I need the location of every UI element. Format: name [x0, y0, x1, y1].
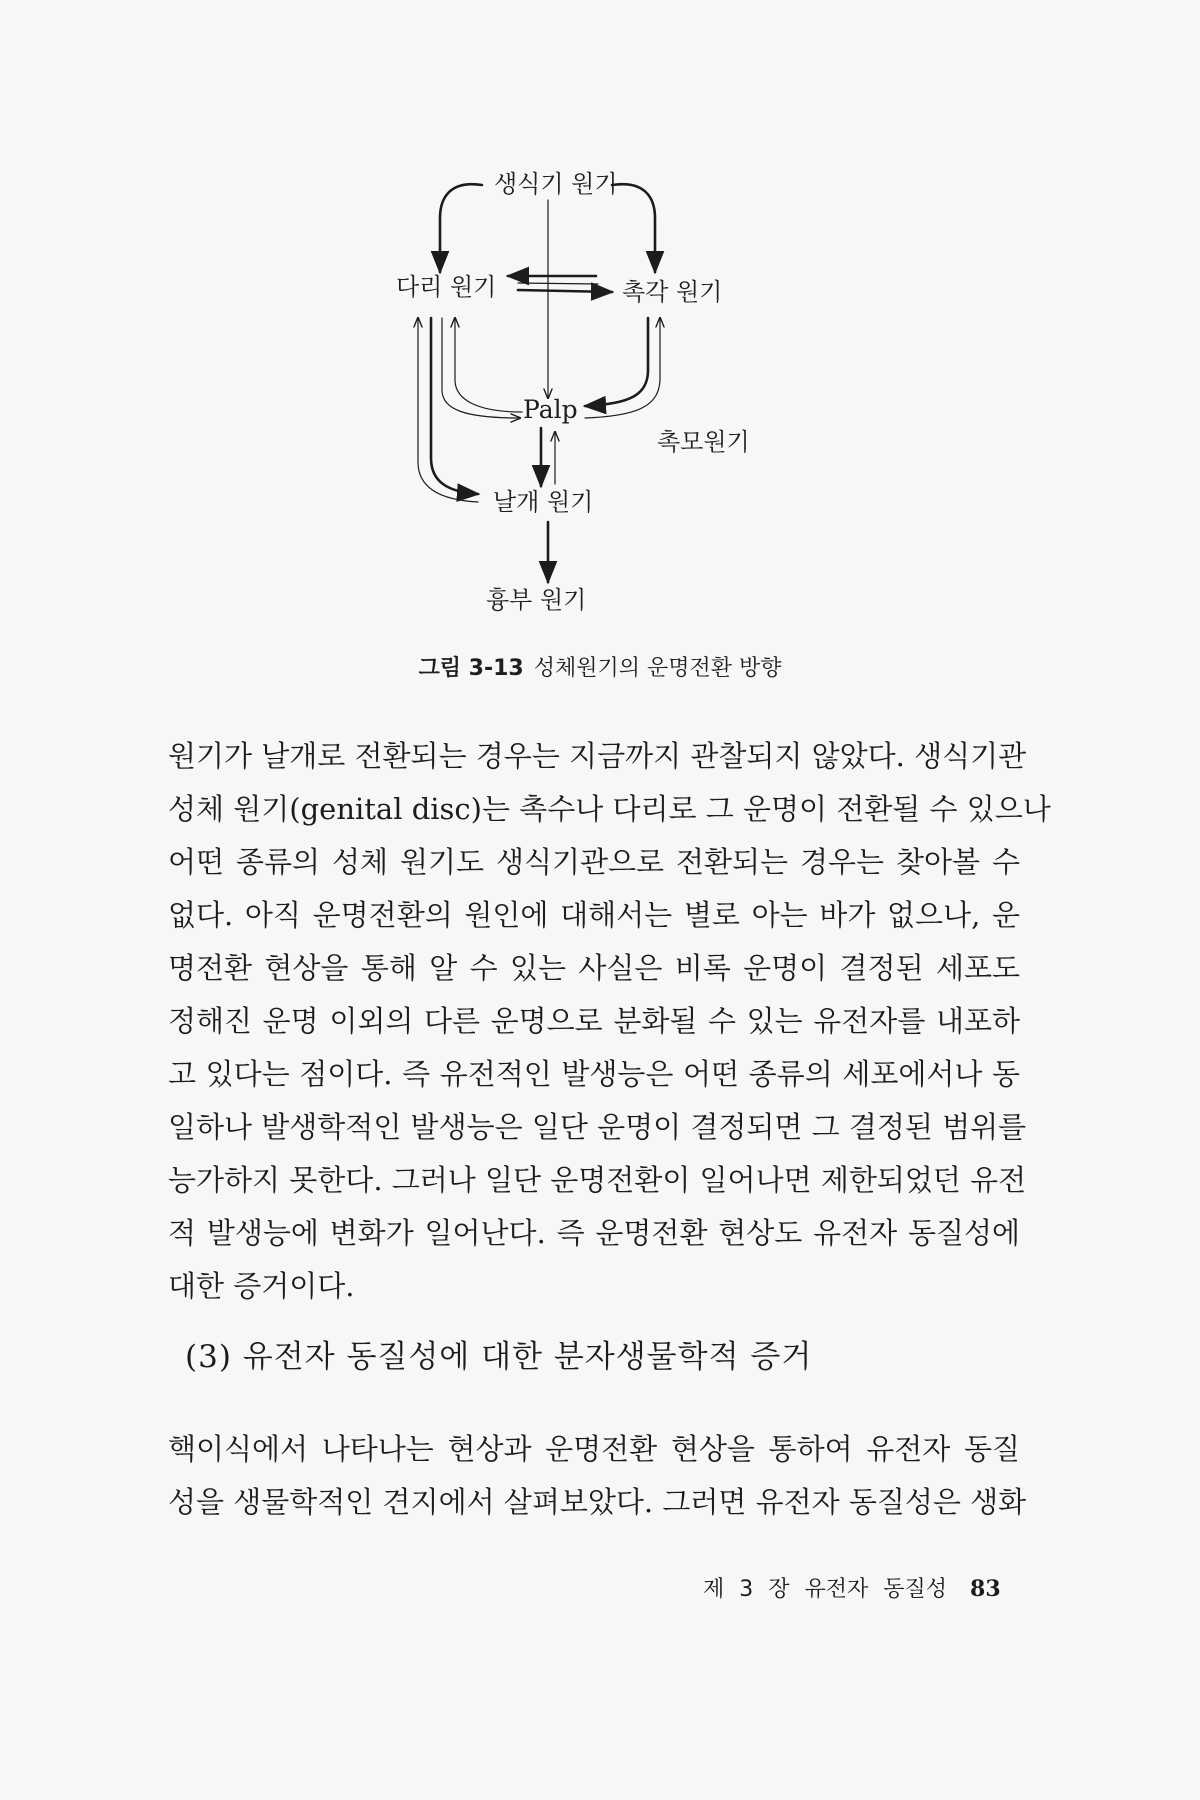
node-wing-disc: 날개 원기	[493, 488, 594, 516]
node-antenna-disc: 촉각 원기	[622, 278, 723, 306]
text-line: 능가하지 못한다. 그러나 일단 운명전환이 일어나면 제한되었던 유전	[168, 1163, 1027, 1197]
caption-number: 그림 3-13	[418, 656, 524, 681]
text-line: 대한 증거이다.	[168, 1269, 355, 1303]
page-footer	[703, 1572, 1001, 1603]
text-line: 일하나 발생학적인 발생능은 일단 운명이 결정되면 그 결정된 범위를	[168, 1110, 1027, 1144]
figure-caption	[0, 651, 1200, 682]
text-line: 없다. 아직 운명전환의 원인에 대해서는 별로 아는 바가 없으나, 운	[168, 898, 1020, 932]
figure-arrows	[0, 0, 1200, 640]
arrow-palp-to-leg	[455, 318, 522, 412]
arrow-genital-to-leg	[440, 184, 482, 272]
node-bristle-disc: 촉모원기	[657, 428, 750, 456]
paragraph-transdetermination	[168, 730, 1051, 1313]
node-leg-disc: 다리 원기	[396, 273, 497, 301]
paragraph-molecular-evidence	[168, 1423, 1027, 1529]
arrow-wing-to-leg	[418, 318, 478, 502]
text-line: 적 발생능에 변화가 일어난다. 즉 운명전환 현상도 유전자 동질성에	[168, 1216, 1020, 1250]
text-line: 고 있다는 점이다. 즉 유전적인 발생능은 어떤 종류의 세포에서나 동	[168, 1057, 1020, 1091]
text-line: 핵이식에서 나타나는 현상과 운명전환 현상을 통하여 유전자 동질	[168, 1432, 1020, 1466]
node-thorax-disc: 흉부 원기	[486, 586, 587, 614]
footer-chapter: 제 3 장	[703, 1577, 790, 1602]
text-line: 성체 원기(genital disc)는 촉수나 다리로 그 운명이 전환될 수 있으나	[168, 792, 1051, 826]
text-line: 정해진 운명 이외의 다른 운명으로 분화될 수 있는 유전자를 내포하	[168, 1004, 1020, 1038]
caption-text: 성체원기의 운명전환 방향	[533, 656, 782, 681]
node-palp: Palp	[523, 395, 578, 424]
page-number: 83	[970, 1576, 1001, 1602]
arrow-antenna-to-palp	[585, 318, 648, 406]
text-line: 어떤 종류의 성체 원기도 생식기관으로 전환되는 경우는 찾아볼 수	[168, 845, 1020, 879]
text-line: 명전환 현상을 통해 알 수 있는 사실은 비록 운명이 결정된 세포도	[168, 951, 1020, 985]
section-heading: (3) 유전자 동질성에 대한 분자생물학적 증거	[185, 1339, 813, 1375]
text-line: 성을 생물학적인 견지에서 살펴보았다. 그러면 유전자 동질성은 생화	[168, 1485, 1027, 1519]
arrow-genital-to-antenna	[612, 184, 655, 272]
node-genital-disc: 생식기 원기	[494, 170, 618, 198]
transdetermination-figure	[0, 0, 1200, 681]
text-line: 원기가 날개로 전환되는 경우는 지금까지 관찰되지 않았다. 생식기관	[168, 739, 1027, 773]
arrow-leg-to-antenna	[518, 290, 612, 292]
footer-title: 유전자 동질성	[804, 1577, 948, 1602]
